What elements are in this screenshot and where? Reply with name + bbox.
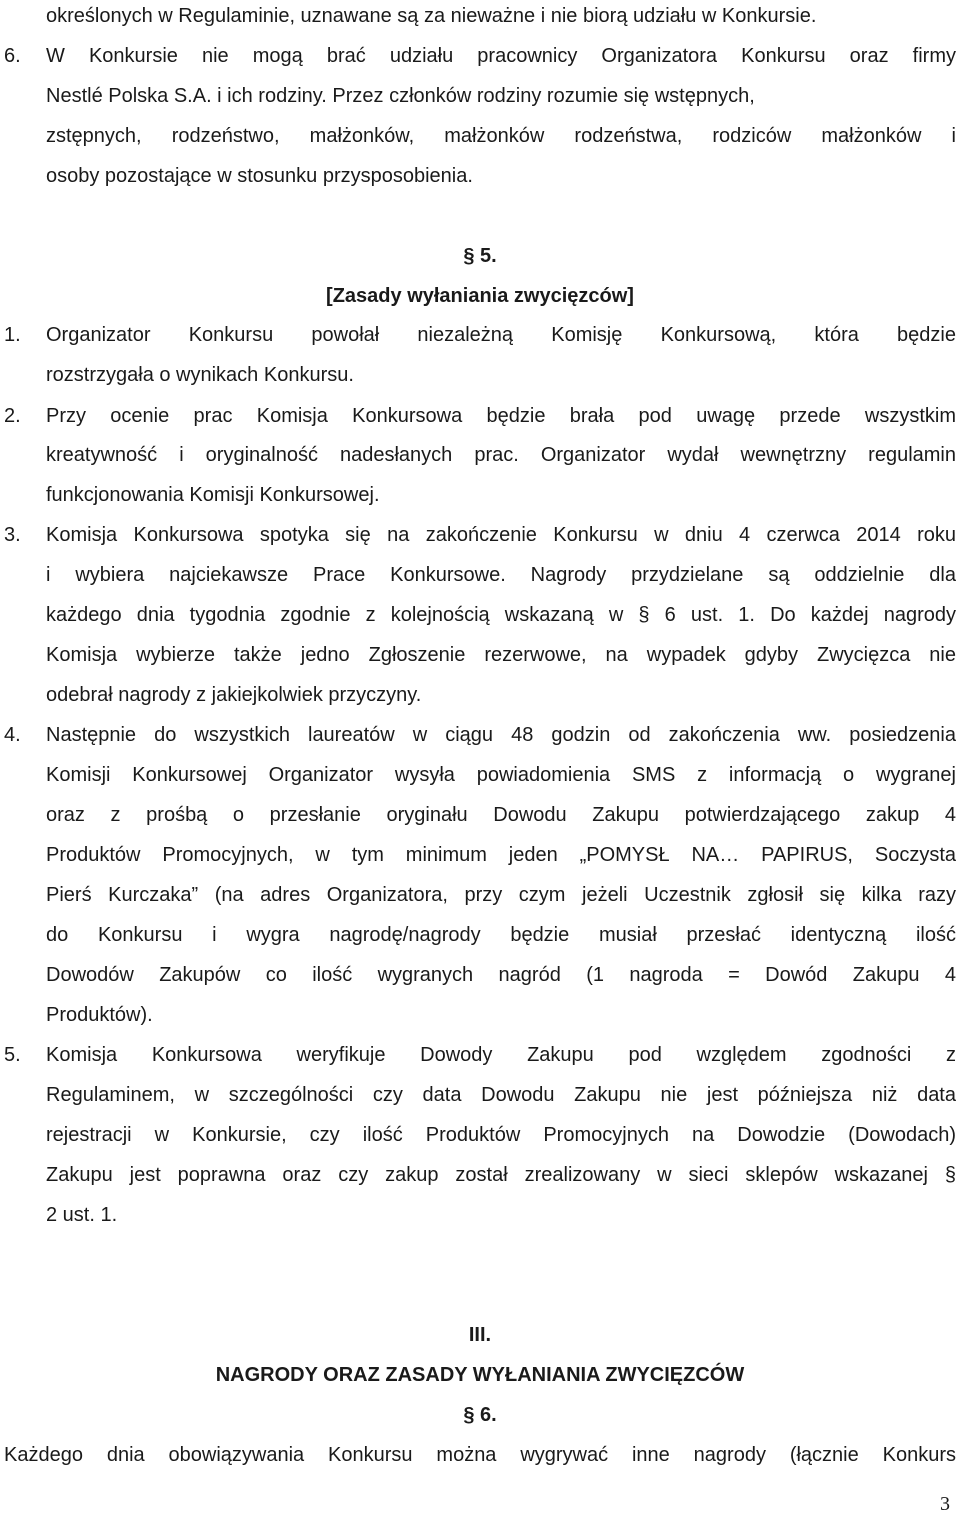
list-item-number: 3. — [4, 524, 21, 546]
paragraph-line: Produktów Promocyjnych, w tym minimum jeden „POMYSŁ NA… PAPIRUS, Soczysta — [46, 844, 956, 866]
continuation-line: określonych w Regulaminie, uznawane są za nieważne i nie biorą udziału w Konkursie. — [46, 5, 817, 27]
section-title: [Zasady wyłaniania zwycięzców] — [326, 285, 634, 307]
paragraph-line: Komisja Konkursowa weryfikuje Dowody Zakupu pod względem zgodności z — [46, 1044, 956, 1066]
paragraph-line: rozstrzygała o wynikach Konkursu. — [46, 364, 354, 386]
paragraph-line: W Konkursie nie mogą brać udziału pracownicy Organizatora Konkursu oraz firmy — [46, 45, 956, 67]
paragraph-line: osoby pozostające w stosunku przysposobienia. — [46, 165, 473, 187]
paragraph-line: każdego dnia tygodnia zgodnie z kolejnością wskazaną w § 6 ust. 1. Do każdej nagrody — [46, 604, 956, 626]
list-item-number: 2. — [4, 405, 21, 427]
list-item-number: 4. — [4, 724, 21, 746]
paragraph-line: i wybiera najciekawsze Prace Konkursowe. Nagrody przydzielane są oddzielnie dla — [46, 564, 956, 586]
paragraph-line: Nestlé Polska S.A. i ich rodziny. Przez członków rodziny rozumie się wstępnych, — [46, 85, 755, 107]
page-number: 3 — [940, 1493, 950, 1515]
chapter-title: NAGRODY ORAZ ZASADY WYŁANIANIA ZWYCIĘZCÓW — [215, 1364, 745, 1386]
paragraph-line: Komisji Konkursowej Organizator wysyła powiadomienia SMS z informacją o wygranej — [46, 764, 956, 786]
paragraph-line: Produktów). — [46, 1004, 153, 1026]
paragraph-line: Dowodów Zakupów co ilość wygranych nagród (1 nagroda = Dowód Zakupu 4 — [46, 964, 956, 986]
paragraph-line: Komisja wybierze także jedno Zgłoszenie rezerwowe, na wypadek gdyby Zwycięzca nie — [46, 644, 956, 666]
paragraph-line: zstępnych, rodzeństwo, małżonków, małżonków rodzeństwa, rodziców małżonków i — [46, 125, 956, 147]
paragraph-line: 2 ust. 1. — [46, 1204, 118, 1226]
paragraph-line: rejestracji w Konkursie, czy ilość Produktów Promocyjnych na Dowodzie (Dowodach) — [46, 1124, 956, 1146]
list-item-number: 6. — [4, 45, 21, 67]
paragraph-line: Przy ocenie prac Komisja Konkursowa będzie brała pod uwagę przede wszystkim — [46, 405, 956, 427]
paragraph-line: Pierś Kurczaka” (na adres Organizatora, przy czym jeżeli Uczestnik zgłosił się kilka razy — [46, 884, 956, 906]
paragraph-line: oraz z prośbą o przesłanie oryginału Dowodu Zakupu potwierdzającego zakup 4 — [46, 804, 956, 826]
section-symbol: § 6. — [463, 1404, 497, 1426]
list-item-number: 5. — [4, 1044, 21, 1066]
paragraph-line: odebrał nagrody z jakiejkolwiek przyczyny. — [46, 684, 422, 706]
paragraph-line: Organizator Konkursu powołał niezależną Komisję Konkursową, która będzie — [46, 324, 956, 346]
paragraph-line: funkcjonowania Komisji Konkursowej. — [46, 484, 380, 506]
paragraph-line: do Konkursu i wygra nagrodę/nagrody będzie musiał przesłać identyczną ilość — [46, 924, 956, 946]
chapter-number: III. — [468, 1324, 492, 1346]
paragraph-line: kreatywność i oryginalność nadesłanych prac. Organizator wydał wewnętrzny regulamin — [46, 444, 956, 466]
paragraph-line: Regulaminem, w szczególności czy data Dowodu Zakupu nie jest późniejsza niż data — [46, 1084, 956, 1106]
paragraph-line: Każdego dnia obowiązywania Konkursu można wygrywać inne nagrody (łącznie Konkurs — [4, 1444, 956, 1466]
paragraph-line: Komisja Konkursowa spotyka się na zakończenie Konkursu w dniu 4 czerwca 2014 roku — [46, 524, 956, 546]
section-symbol: § 5. — [463, 245, 497, 267]
paragraph-line: Zakupu jest poprawna oraz czy zakup został zrealizowany w sieci sklepów wskazanej § — [46, 1164, 956, 1186]
paragraph-line: Następnie do wszystkich laureatów w ciągu 48 godzin od zakończenia ww. posiedzenia — [46, 724, 956, 746]
list-item-number: 1. — [4, 324, 21, 346]
